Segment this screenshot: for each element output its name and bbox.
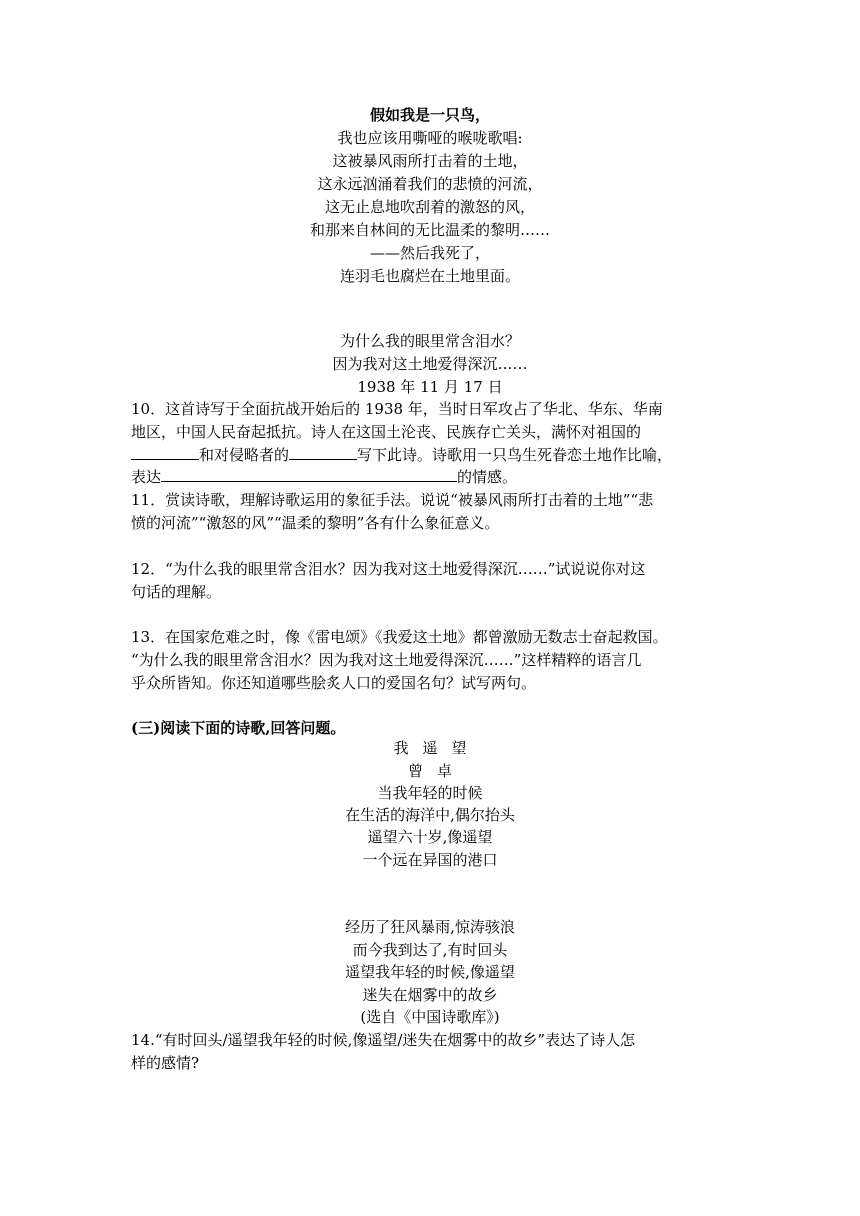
poem1-line-6: 和那来自林间的无比温柔的黎明…… [309, 221, 550, 239]
q11-line-1: 11．赏读诗歌，理解诗歌运用的象征手法。说说“被暴风雨所打击着的土地”“悲 [131, 491, 654, 509]
answer-blank-2[interactable] [289, 444, 357, 460]
poem1-line-1: 假如我是一只鸟， [369, 106, 490, 124]
poem1-line-9: 为什么我的眼里常含泪水？ [339, 332, 520, 350]
q13-line-3: 乎众所皆知。你还知道哪些脍炙人口的爱国名句？试写两句。 [131, 674, 537, 692]
poem1-line-4: 这永远汹涌着我们的悲愤的河流， [317, 175, 543, 193]
q11-line-2: 愤的河流”“激怒的风”“温柔的黎明”各有什么象征意义。 [131, 514, 500, 532]
q12-line-1: 12．“为什么我的眼里常含泪水？因为我对这土地爱得深沉……”试说说你对这 [131, 560, 646, 578]
answer-blank-3[interactable] [161, 466, 457, 482]
q10-line-3-text-a: 和对侵略者的 [199, 446, 290, 464]
q13-line-2: “为什么我的眼里常含泪水？因为我对这土地爱得深沉……”这样精粹的语言几 [131, 651, 642, 669]
poem1-line-5: 这无止息地吹刮着的激怒的风， [324, 198, 535, 216]
q14-line-2: 样的感情? [131, 1054, 200, 1072]
q10-line-1: 10．这首诗写于全面抗战开始后的 1938 年，当时日军攻占了华北、华东、华南 [131, 400, 663, 418]
poem1-line-8: 连羽毛也腐烂在土地里面。 [339, 267, 520, 285]
q10-line-4-text-b: 的情感。 [457, 468, 518, 486]
q10-line-3 [131, 444, 731, 466]
poem2-stanza2-line-3: 遥望我年轻的时候,像遥望 [345, 963, 515, 981]
poem2-stanza1-line-2: 在生活的海洋中,偶尔抬头 [345, 806, 515, 824]
q14-line-1: 14.“有时回头/遥望我年轻的时候,像遥望/迷失在烟雾中的故乡”表达了诗人怎 [131, 1031, 636, 1049]
poem2-stanza1-line-4: 一个远在异国的港口 [362, 851, 498, 869]
poem1-line-7: ——然后我死了， [369, 244, 490, 262]
poem1-line-10: 因为我对这土地爱得深沉…… [332, 355, 528, 373]
q10-line-4-text-a: 表达 [131, 468, 162, 486]
poem2-source: (选自《中国诗歌库》) [360, 1008, 500, 1026]
poem2-stanza2-line-4: 迷失在烟雾中的故乡 [362, 986, 498, 1004]
poem1-line-2: 我也应该用嘶哑的喉咙歌唱: [337, 129, 523, 147]
answer-blank-1[interactable] [131, 444, 199, 460]
q12-line-2: 句话的理解。 [131, 583, 222, 601]
q10-line-2: 地区，中国人民奋起抵抗。诗人在这国土沦丧、民族存亡关头，满怀对祖国的 [131, 423, 642, 441]
poem2-stanza1-line-3: 遥望六十岁,像遥望 [367, 828, 493, 846]
q13-line-1: 13．在国家危难之时，像《雷电颂》《我爱这土地》都曾激励无数志士奋起救国。 [131, 628, 668, 646]
poem1-date: 1938 年 11 月 17 日 [357, 378, 503, 396]
q10-line-4 [131, 466, 731, 488]
poem2-stanza1-line-1: 当我年轻的时候 [377, 784, 483, 802]
poem2-title: 我遥望 [393, 739, 481, 757]
poem1-line-3: 这被暴风雨所打击着的土地， [332, 152, 528, 170]
q10-line-3-text-b: 写下此诗。诗歌用一只鸟生死眷恋土地作比喻， [357, 446, 673, 464]
section3-heading: (三)阅读下面的诗歌,回答问题。 [131, 719, 346, 737]
poem2-stanza2-line-1: 经历了狂风暴雨,惊涛骇浪 [345, 918, 515, 936]
poem2-author: 曾卓 [407, 762, 466, 780]
poem2-stanza2-line-2: 而今我到达了,有时回头 [352, 941, 508, 959]
